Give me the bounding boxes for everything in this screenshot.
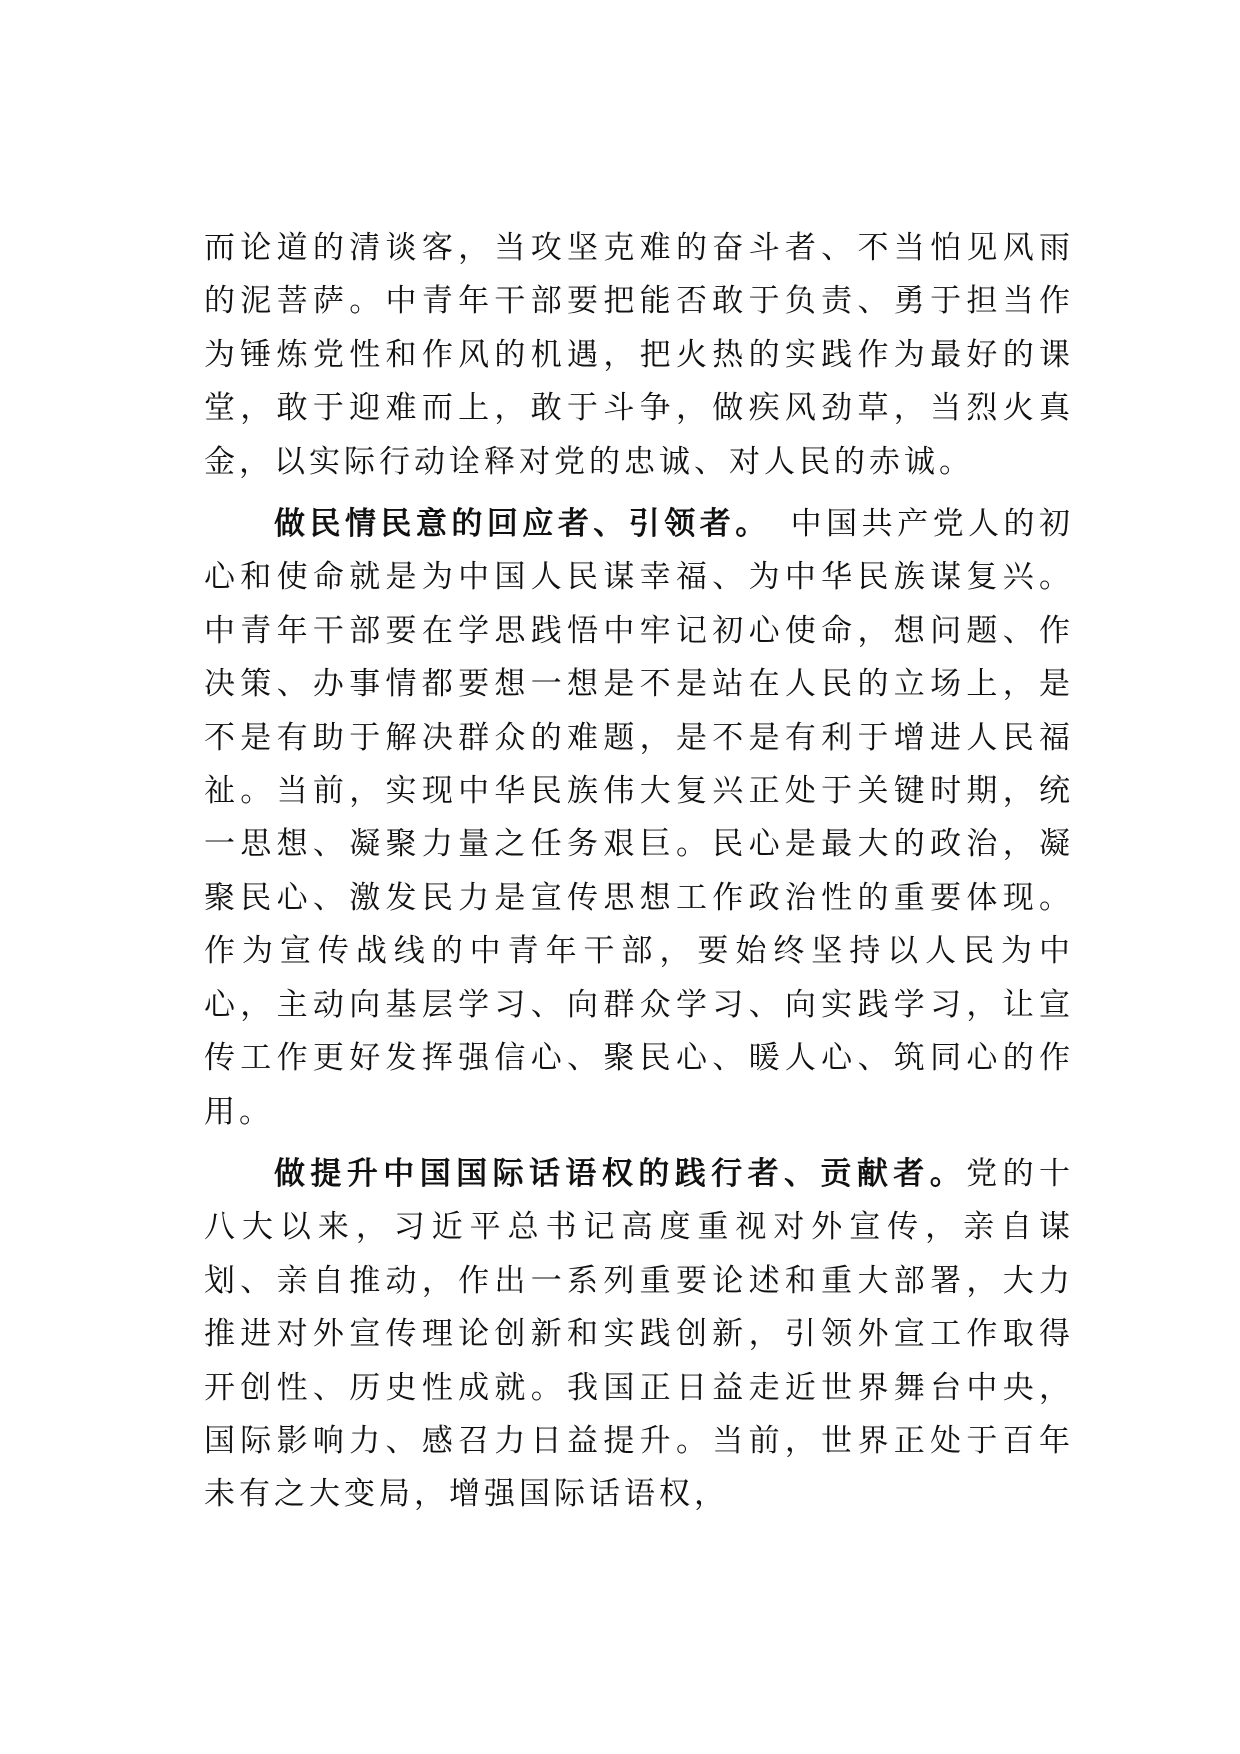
paragraph-3 bbox=[204, 1148, 1074, 1522]
body-text bbox=[204, 222, 1074, 1522]
paragraph-2 bbox=[204, 498, 1074, 1139]
paragraph-3-text: 党的十八大以来，习近平总书记高度重视对外宣传，亲自谋划、亲自推动，作出一系列重要论述和重大部署，大力推进对外宣传理论创新和实践创新，引领外宣工作取得开创性、历史性成就。我国正日益走近世界舞台中央，国际影响力、感召力日益提升。当前，世界正处于百年未有之大变局，增强国际话语权， bbox=[204, 1155, 1074, 1513]
paragraph-2-text: 中国共产党人的初心和使命就是为中国人民谋幸福、为中华民族谋复兴。中青年干部要在学思践悟中牢记初心使命，想问题、作决策、办事情都要想一想是不是站在人民的立场上，是不是有助于解决群众的难题，是不是有利于增进人民福祉。当前，实现中华民族伟大复兴正处于关键时期，统一思想、凝聚力量之任务艰巨。民心是最大的政治，凝聚民心、激发民力是宣传思想工作政治性的重要体现。作为宣传战线的中青年干部，要始终坚持以人民为中心，主动向基层学习、向群众学习、向实践学习，让宣传工作更好发挥强信心、聚民心、暖人心、筑同心的作用。 bbox=[204, 506, 1075, 1130]
paragraph-1-text: 而论道的清谈客，当攻坚克难的奋斗者、不当怕见风雨的泥菩萨。中青年干部要把能否敢于负责、勇于担当作为锤炼党性和作风的机遇，把火热的实践作为最好的课堂，敢于迎难而上，敢于斗争，做疾风劲草，当烈火真金，以实际行动诠释对党的忠诚、对人民的赤诚。 bbox=[204, 230, 1074, 480]
paragraph-2-lead: 做民情民意的回应者、引领者。 bbox=[274, 506, 756, 543]
paragraph-1 bbox=[204, 222, 1074, 489]
paragraph-3-lead: 做提升中国国际话语权的践行者、贡献者。 bbox=[274, 1155, 967, 1192]
